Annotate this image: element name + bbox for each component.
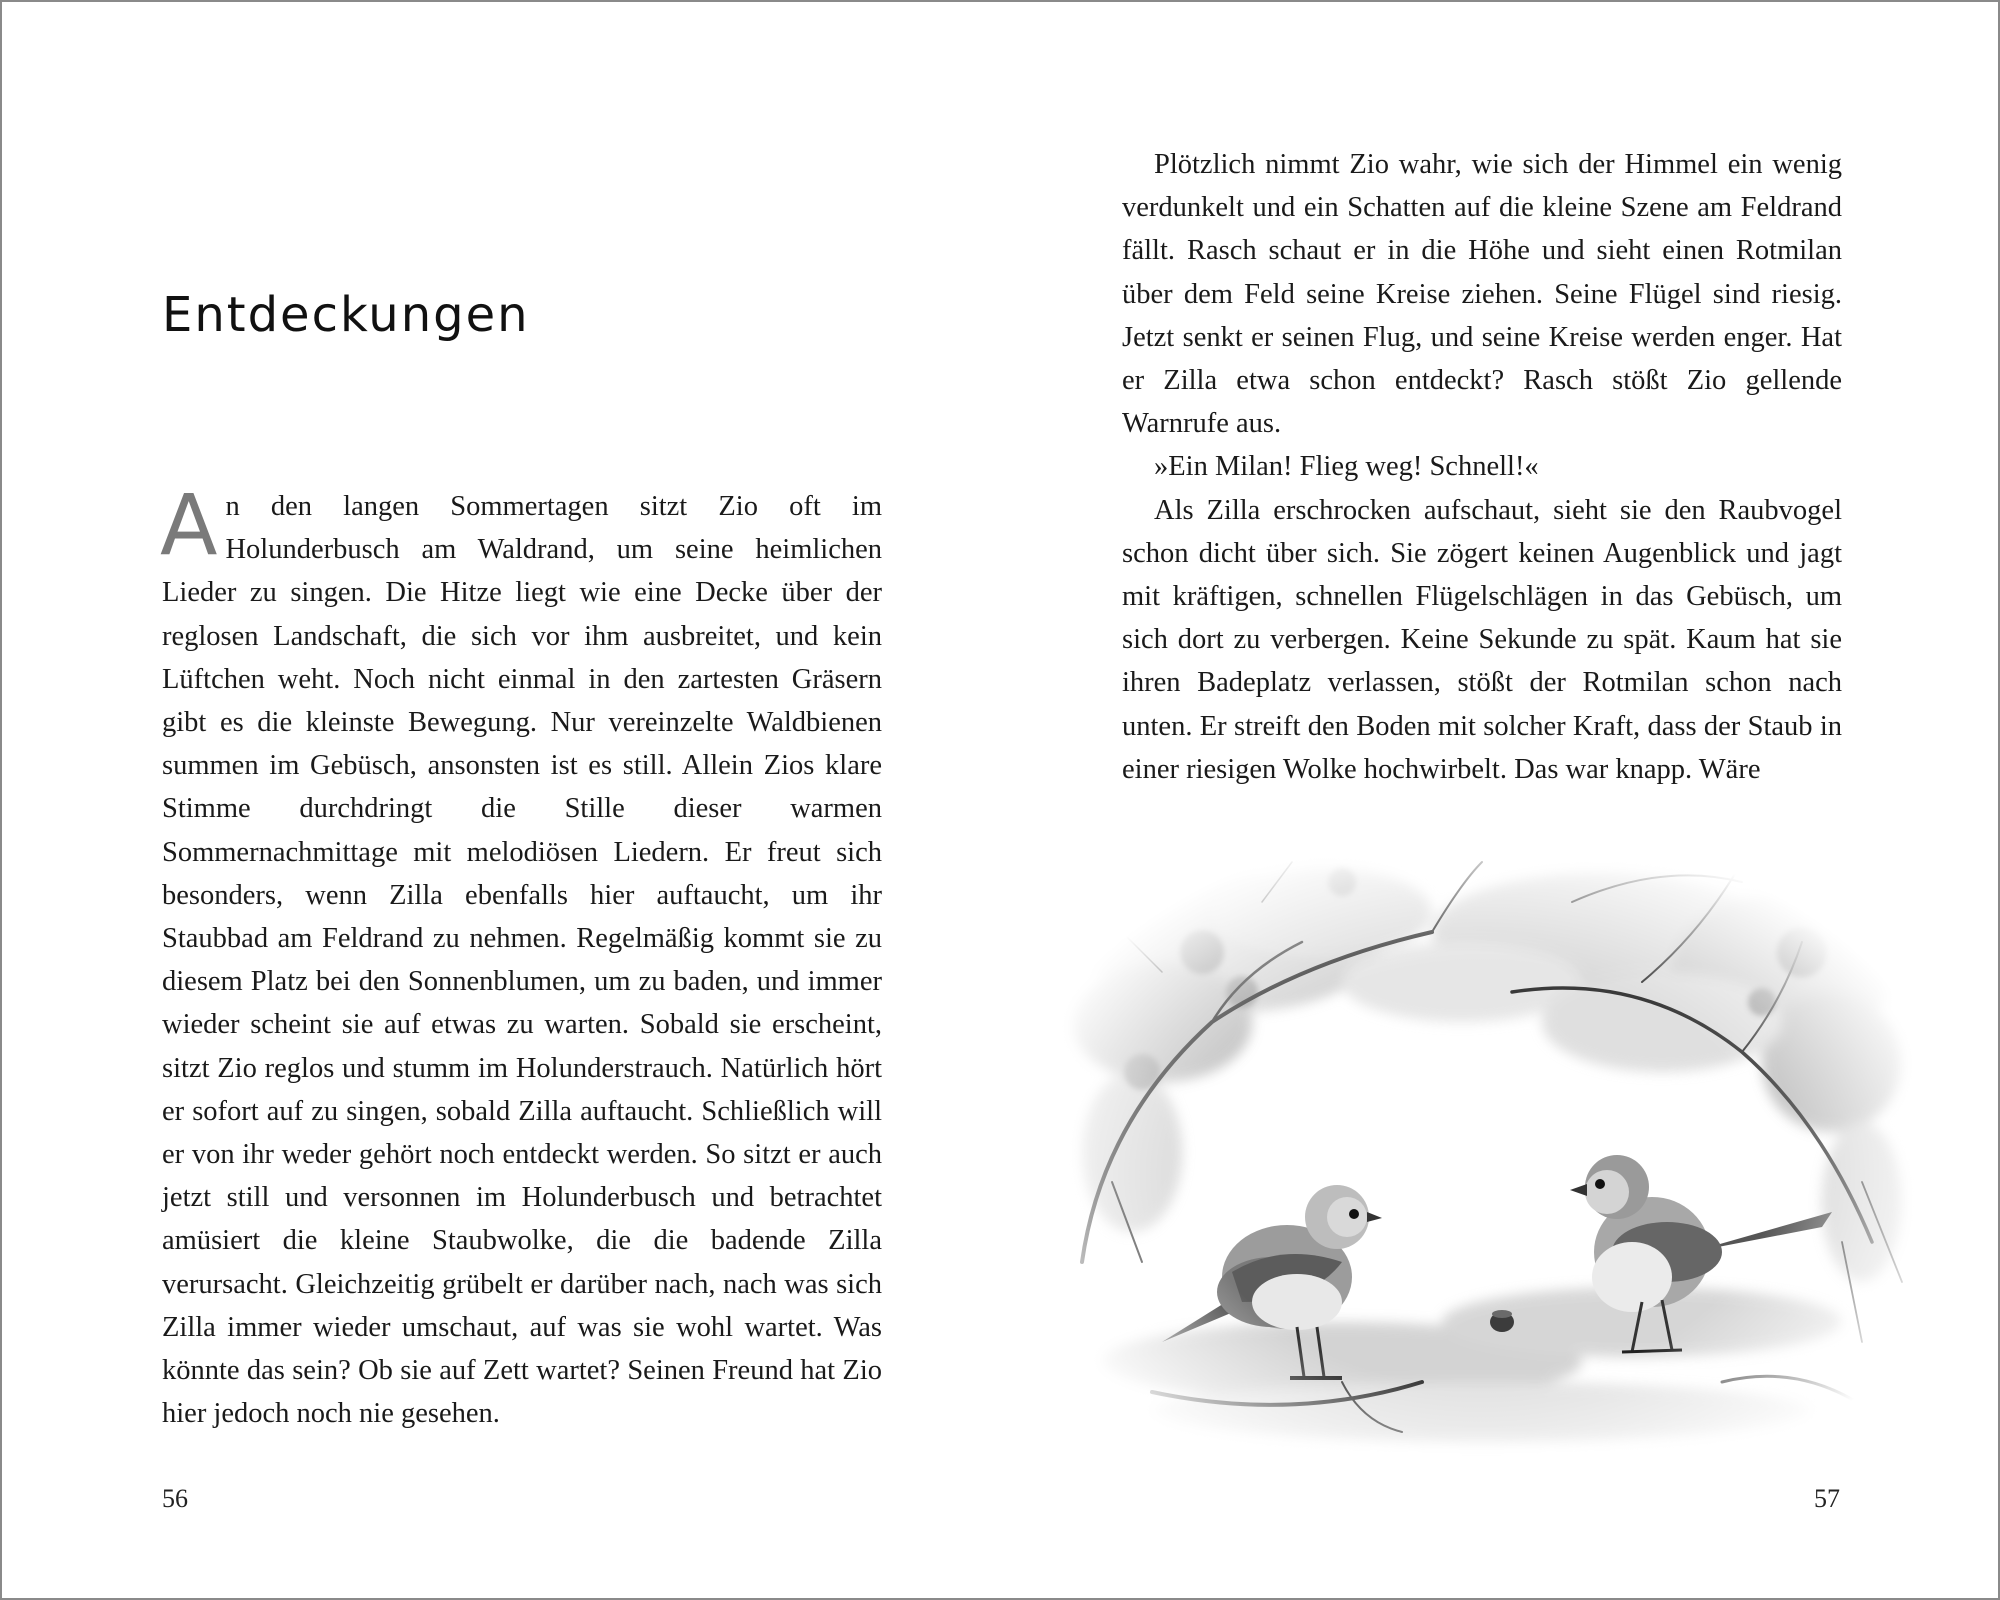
page-number-left: 56 (162, 1484, 188, 1513)
paragraph: Als Zilla erschrocken aufschaut, sieht sie den Raubvogel schon dicht über sich. Sie zögert keinen Augenblick und jagt mit kräftigen, schnellen Flügelschlägen in das Gebüsch, um sich dort zu verbergen. Keine Sekunde zu spät. Kaum hat sie ihren Badeplatz verlassen, stößt der Rotmilan schon nach unten. Er streift den Boden mit solcher Kraft, dass der Staub in einer riesigen Wolke hochwirbelt. Das war knapp. Wäre (1122, 494, 1842, 785)
birds-illustration (1042, 822, 1922, 1462)
page-number-right: 57 (1814, 1484, 1840, 1513)
paragraph: »Ein Milan! Flieg weg! Schnell!« (1154, 451, 1539, 483)
paragraph: Plötzlich nimmt Zio wahr, wie sich der Himmel ein wenig verdunkelt und ein Schatten auf die kleine Szene am Feldrand fällt. Rasch schaut er in die Höhe und sieht einen Rotmilan über dem Feld seine Kreise ziehen. Seine Flügel sind riesig. Jetzt senkt er seinen Flug, und seine Kreise werden enger. Hat er Zilla etwa schon entdeckt? Rasch stößt Zio gellende Warnrufe aus. (1122, 149, 1842, 440)
right-body-text (1122, 143, 1842, 791)
left-page (2, 2, 1002, 1598)
drop-cap: A (160, 476, 218, 574)
chapter-title: Entdeckungen (162, 287, 530, 343)
opening-paragraph-text: n den langen Sommertagen sitzt Zio oft im Holunderbusch am Waldrand, um seine heimlichen Lieder zu singen. Die Hitze liegt wie eine Decke über der reglosen Landschaft, die sich vor ihm ausbreitet, und kein Lüftchen weht. Noch nicht einmal in den zartesten Gräsern gibt es die kleinste Bewegung. Nur vereinzelte Waldbienen summen im Gebüsch, ansonsten ist es still. Allein Zios klare Stimme durchdringt die Stille dieser warmen Sommernachmittage mit melodiösen Liedern. Er freut sich besonders, wenn Zilla ebenfalls hier auftaucht, um ihr Staubbad am Feldrand zu nehmen. Regelmäßig kommt sie zu diesem Platz bei den Sonnenblumen, um zu baden, und immer wieder scheint sie auf etwas zu warten. Sobald sie erscheint, sitzt Zio reglos und stumm im Holunderstrauch. Natürlich hört er sofort auf zu singen, sobald Zilla auftaucht. Schließlich will er von ihr weder gehört noch entdeckt werden. So sitzt er auch jetzt still und versonnen im Holunderbusch und betrachtet amüsiert die kleine Staubwolke, die die badende Zilla verursacht. Gleichzeitig grübelt er darüber nach, nach was sich Zilla immer wieder umschaut, auf was sie wohl wartet. Was könnte das sein? Ob sie auf Zett wartet? Seinen Freund hat Zio hier jedoch noch nie gesehen. (162, 491, 882, 1430)
right-page (1002, 2, 2000, 1598)
opening-paragraph (160, 476, 882, 1435)
left-body-text (160, 476, 882, 1435)
